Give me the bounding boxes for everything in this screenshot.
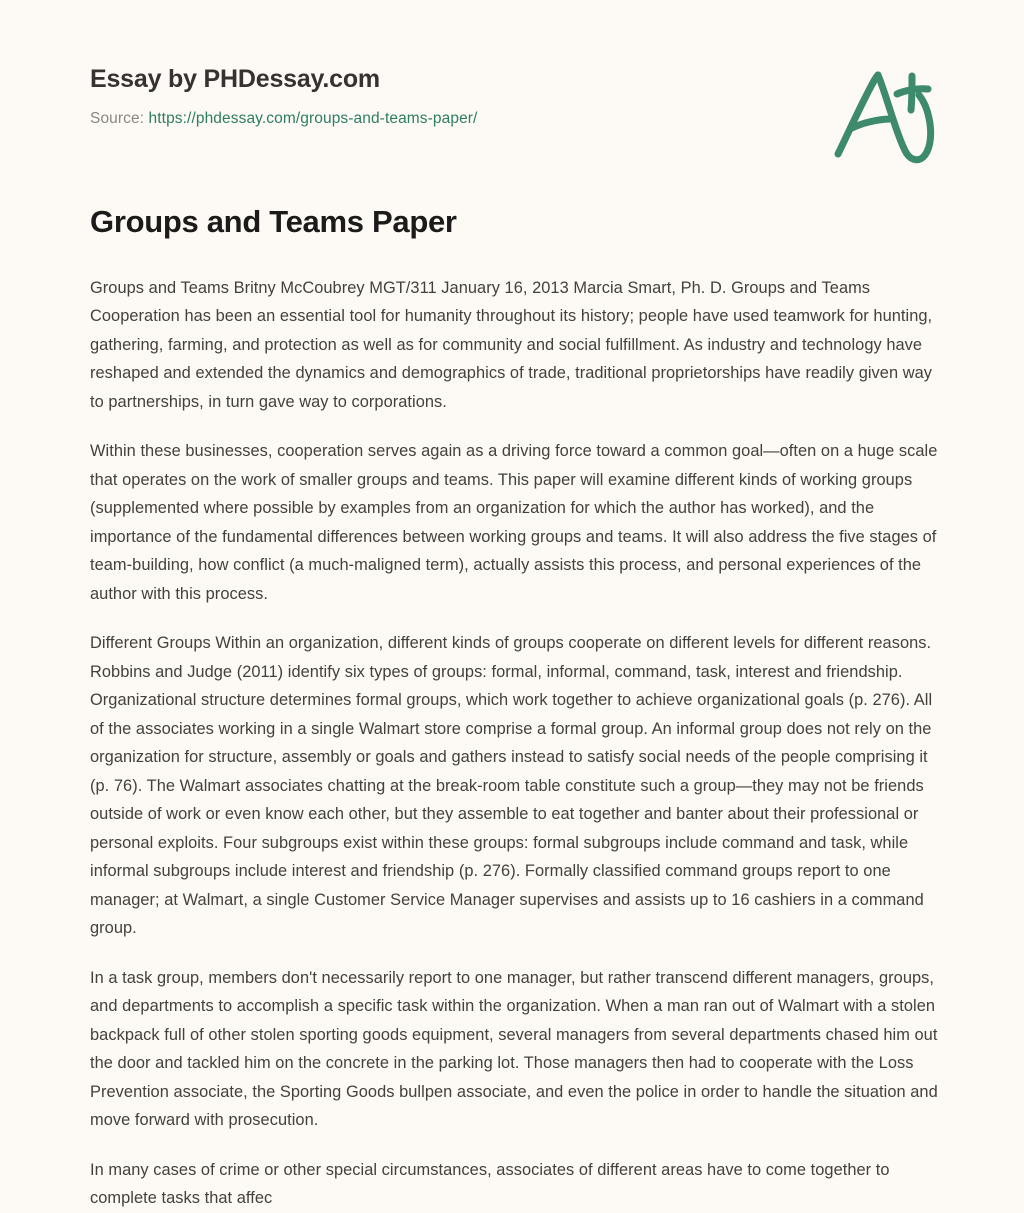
source-label: Source: <box>90 110 145 127</box>
source-line <box>90 109 940 129</box>
brand-title: Essay by PHDessay.com <box>90 65 380 93</box>
paragraph: In a task group, members don't necessarily report to one manager, but rather transcend different managers, groups, and departments to accomplish a specific task within the organization. When a man ran out of Walmart with a stolen backpack full of other stolen sporting goods equipment, several managers from several departments chased him out the door and tackled him on the concrete in the parking lot. Those managers then had to cooperate with the Loss Prevention associate, the Sporting Goods bullpen associate, and even the police in order to handle the situation and move forward with prosecution. <box>90 968 938 1130</box>
a-plus-handwritten-logo-icon[interactable] <box>828 62 940 166</box>
paragraph: Within these businesses, cooperation serves again as a driving force toward a common goal—often on a huge scale that operates on the work of smaller groups and teams. This paper will examine different kinds of working groups (supplemented where possible by examples from an organization for which the author has worked), and the importance of the fundamental differences between working groups and teams. It will also address the five stages of team-building, how conflict (a much-maligned term), actually assists this process, and personal experiences of the author with this process. <box>90 442 938 603</box>
page-header <box>90 0 940 129</box>
paragraph: Different Groups Within an organization, different kinds of groups cooperate on different levels for different reasons. Robbins and Judge (2011) identify six types of groups: formal, informal, command, task, interest and friendship. Organizational structure determines formal groups, which work together to achieve organizational goals (p. 276). All of the associates working in a single Walmart store comprise a formal group. An informal group does not rely on the organization for structure, assembly or goals and gathers instead to satisfy social needs of the people comprising it (p. 76). The Walmart associates chatting at the break-room table constitute such a group—they may not be friends outside of work or even know each other, but they assemble to eat together and banter about their professional or personal exploits. Four subgroups exist within these groups: formal subgroups include command and task, while informal subgroups include interest and friendship (p. 276). Formally classified command groups report to one manager; at Walmart, a single Customer Service Manager supervises and assists up to 16 cashiers in a command group. <box>90 634 933 938</box>
essay-body <box>90 274 940 1213</box>
paragraph: Groups and Teams Britny McCoubrey MGT/311 January 16, 2013 Marcia Smart, Ph. D. Groups and Teams Cooperation has been an essential tool for humanity throughout its history; people have used teamwork for hunting, gathering, farming, and protection as well as for community and social fulfillment. As industry and technology have reshaped and extended the dynamics and demographics of trade, traditional proprietorships have readily given way to partnerships, in turn gave way to corporations. <box>90 278 933 411</box>
paragraph: In many cases of crime or other special circumstances, associates of different areas have to come together to complete tasks that affec <box>90 1160 890 1208</box>
source-url-link[interactable]: https://phdessay.com/groups-and-teams-paper/ <box>148 110 478 127</box>
page-title: Groups and Teams Paper <box>90 204 457 240</box>
